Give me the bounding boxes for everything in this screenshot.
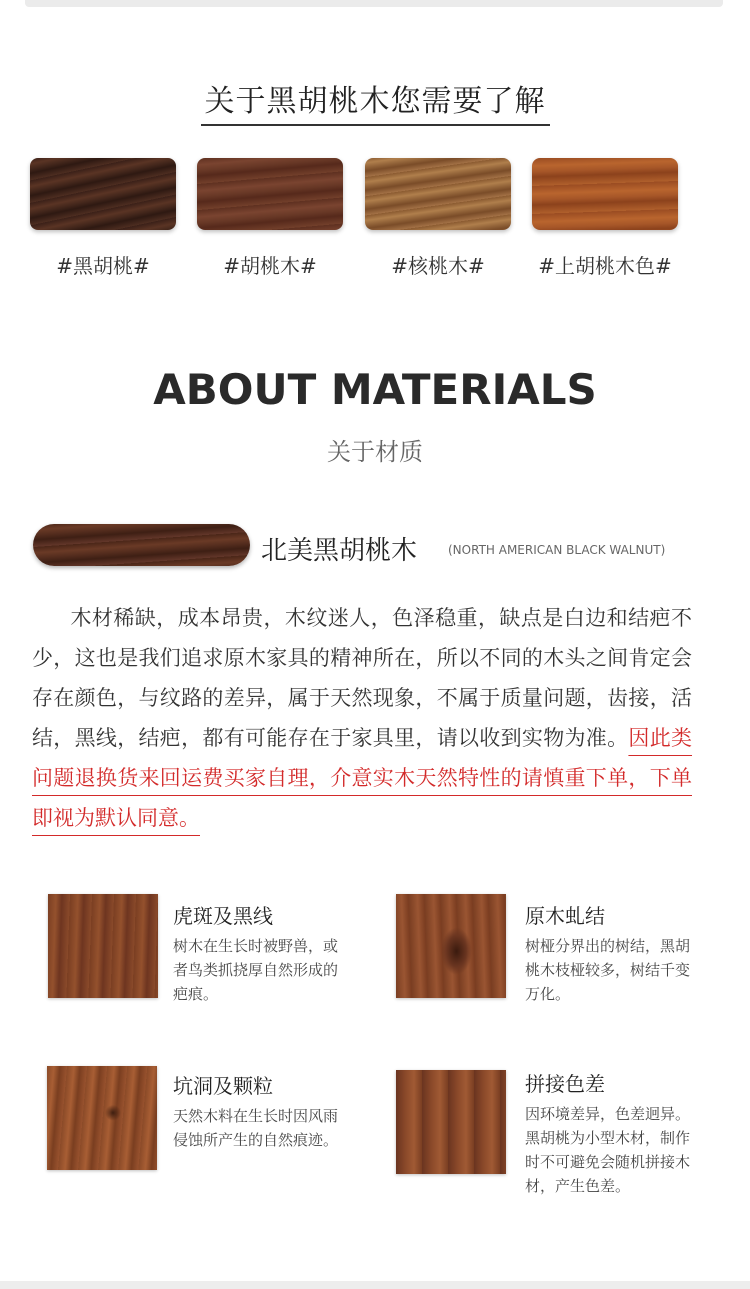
walnut-wood-bar: [33, 524, 250, 566]
swatch-label: #上胡桃木色#: [538, 254, 672, 278]
material-description: 木材稀缺，成本昂贵，木纹迷人，色泽稳重，缺点是白边和结疤不少，这也是我们追求原木家具的精神所在，所以不同的木头之间肯定会存在颜色，与纹路的差异，属于天然现象，不属于质量问题，齿接，活结，黑线，结疤，都有可能存在于家具里，请以收到实物为准。: [32, 606, 692, 750]
swatch-hickory: [365, 158, 511, 230]
feature-title: 原木虬结: [525, 904, 605, 928]
feature-image-pits: [47, 1066, 157, 1170]
feature-image-color-splice: [396, 1070, 506, 1174]
feature-desc: 因环境差异，色差迥异。黑胡桃为小型木材，制作时不可避免会随机拼接木材，产生色差。: [525, 1105, 691, 1195]
material-description-block: [32, 598, 692, 838]
notice-text: 因此类问题退换货来回运费买家自理，介意实木天然特性的请慎重下单，下单即视为默认同意。: [32, 726, 693, 830]
feature-desc: 天然木料在生长时因风雨侵蚀所产生的自然痕迹。: [173, 1107, 339, 1149]
swatch-black-walnut: [30, 158, 176, 230]
swatch-label: #黑胡桃#: [56, 254, 150, 278]
bottom-divider: [0, 1281, 750, 1289]
section-title: [0, 76, 750, 126]
feature-title: 拼接色差: [525, 1072, 605, 1096]
about-title: ABOUT MATERIALS: [153, 365, 597, 414]
swatch-light-walnut: [532, 158, 678, 230]
feature-image-tiger-stripe: [48, 894, 158, 998]
feature-image-knot: [396, 894, 506, 998]
feature-desc: 树木在生长时被野兽，或者鸟类抓挠厚自然形成的疤痕。: [173, 937, 339, 1003]
material-name-en: (NORTH AMERICAN BLACK WALNUT): [448, 543, 666, 557]
feature-title: 虎斑及黑线: [173, 904, 273, 928]
feature-desc: 树桠分界出的树结，黑胡桃木枝桠较多，树结千变万化。: [525, 937, 691, 1003]
swatch-walnut: [197, 158, 343, 230]
swatch-label: #核桃木#: [391, 254, 485, 278]
feature-title: 坑洞及颗粒: [173, 1074, 273, 1098]
material-name: 北美黑胡桃木: [261, 536, 418, 566]
swatch-label: #胡桃木#: [223, 254, 317, 278]
about-subtitle: 关于材质: [327, 438, 423, 466]
section-title-text: 关于黑胡桃木您需要了解: [201, 76, 550, 126]
top-divider: [25, 0, 723, 7]
